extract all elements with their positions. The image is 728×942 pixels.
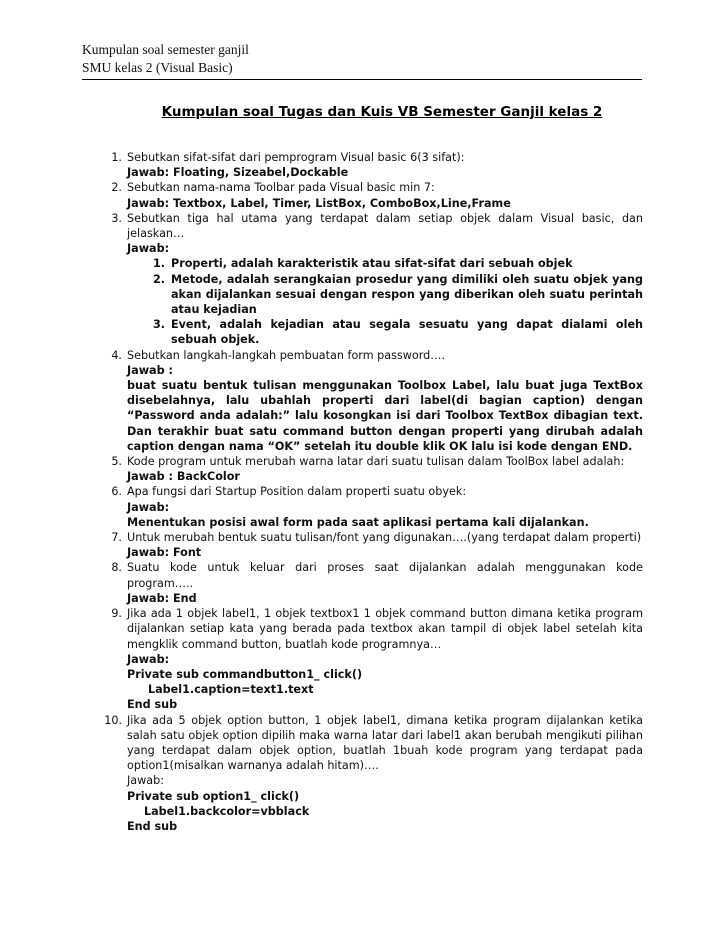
subitem-text: Event, adalah kejadian atau segala sesuatu yang dapat dialami oleh sebuah objek. — [171, 318, 643, 347]
header-line-1: Kumpulan soal semester ganjil — [82, 42, 249, 57]
answer-subitem-3 — [152, 317, 643, 347]
question-text: Jika ada 5 objek option button, 1 objek label1, dimana ketika program dijalankan ketika salah satu objek option dipilih maka warna latar dari label1 akan berubah mengikuti pilihan yang terdapat dalam objek option, buatlah 1buah kode program yang terdapat pada option1(misalkan warnanya adalah hitam)…. — [127, 713, 643, 773]
answer-text: Jawab : BackColor — [127, 470, 240, 484]
question-number: 10. — [104, 713, 122, 727]
subitem-text: Properti, adalah karakteristik atau sifat-sifat dari sebuah objek — [171, 257, 573, 271]
question-text: Untuk merubah bentuk suatu tulisan/font yang digunakan….(yang terdapat dalam properti) — [127, 531, 642, 545]
question-text: Apa fungsi dari Startup Position dalam properti suatu obyek: — [127, 485, 467, 499]
question-number: 8. — [111, 561, 122, 575]
subitem-number: 3. — [152, 318, 165, 332]
question-number: 1. — [111, 151, 122, 164]
question-text: Sebutkan nama-nama Toolbar pada Visual basic min 7: — [127, 181, 435, 195]
answer-label: Jawab: — [127, 242, 170, 256]
question-text: Kode program untuk merubah warna latar dari suatu tulisan dalam ToolBox label adalah: — [127, 455, 625, 469]
question-item-10 — [104, 713, 643, 835]
question-number: 3. — [111, 211, 122, 225]
code-line: Label1.backcolor=vbblack — [144, 804, 310, 818]
answer-text: Jawab: Textbox, Label, Timer, ListBox, ComboBox,Line,Frame — [127, 196, 511, 210]
question-number: 5. — [111, 455, 122, 469]
answer-text: Jawab: End — [127, 591, 197, 605]
question-item-1 — [111, 150, 643, 180]
question-item-7 — [111, 530, 643, 560]
header-divider — [82, 79, 642, 80]
answer-label: Jawab: — [127, 652, 170, 666]
question-item-2 — [111, 180, 643, 210]
subitem-number: 2. — [152, 272, 165, 286]
answer-text: Jawab: Floating, Sizeabel,Dockable — [127, 166, 349, 180]
code-line: Private sub commandbutton1_ click() — [127, 667, 363, 681]
header-line-2: SMU kelas 2 (Visual Basic) — [82, 60, 233, 75]
subitem-text: Metode, adalah serangkaian prosedur yang dimiliki oleh suatu objek yang akan dijalankan sesuai dengan respon yang diberikan oleh suatu perintah atau kejadian — [171, 272, 643, 317]
question-number: 7. — [111, 531, 122, 545]
question-number: 2. — [111, 181, 122, 195]
question-item-6 — [111, 484, 643, 530]
question-item-9 — [111, 606, 643, 712]
question-text: Sebutkan sifat-sifat dari pemprogram Visual basic 6(3 sifat): — [127, 151, 465, 164]
answer-subitem-2 — [152, 272, 643, 318]
question-number: 9. — [111, 607, 122, 621]
question-number: 4. — [111, 348, 122, 362]
question-list — [104, 150, 643, 834]
subitem-number: 1. — [152, 257, 165, 271]
document-title: Kumpulan soal Tugas dan Kuis VB Semester Ganjil kelas 2 — [161, 104, 603, 120]
answer-label: Jawab : — [127, 363, 173, 377]
code-line: End sub — [127, 819, 178, 833]
question-text: Sebutkan langkah-langkah pembuatan form password…. — [127, 348, 446, 362]
answer-subitem-1 — [152, 256, 643, 271]
question-item-3 — [111, 211, 643, 348]
code-line: Private sub option1_ click() — [127, 789, 300, 803]
answer-label: Jawab: — [127, 774, 165, 788]
question-text: Suatu kode untuk keluar dari proses saat dijalankan adalah menggunakan kode program….. — [127, 561, 643, 590]
question-item-5 — [111, 454, 643, 484]
answer-label: Jawab: — [127, 500, 170, 514]
code-line: Label1.caption=text1.text — [148, 683, 314, 697]
question-item-8 — [111, 560, 643, 606]
question-text: Jika ada 1 objek label1, 1 objek textbox1 1 objek command button dimana ketika program dijalankan setiap kata yang berada pada textbox akan tampil di objek label setelah kita mengklik command button, buatlah kode programnya… — [127, 607, 643, 651]
question-text: Sebutkan tiga hal utama yang terdapat dalam setiap objek dalam Visual basic, dan jelaskan… — [127, 211, 643, 241]
answer-text: buat suatu bentuk tulisan menggunakan Toolbox Label, lalu buat juga TextBox disebelahnya, lalu ubahlah properti dari label(di bagian caption) dengan “Password anda adalah:” lalu kosongkan isi dari Toolbox TextBox dibagian text. Dan terakhir buat satu command button dengan properti yang dirubah adalah caption dengan nama “OK” setelah itu double klik OK lalu isi kode dengan END. — [127, 379, 643, 453]
code-line: End sub — [127, 698, 178, 712]
question-item-4 — [111, 348, 643, 454]
answer-text: Jawab: Font — [127, 546, 202, 560]
page-header — [82, 41, 642, 77]
question-number: 6. — [111, 485, 122, 499]
answer-text: Menentukan posisi awal form pada saat aplikasi pertama kali dijalankan. — [127, 515, 589, 529]
